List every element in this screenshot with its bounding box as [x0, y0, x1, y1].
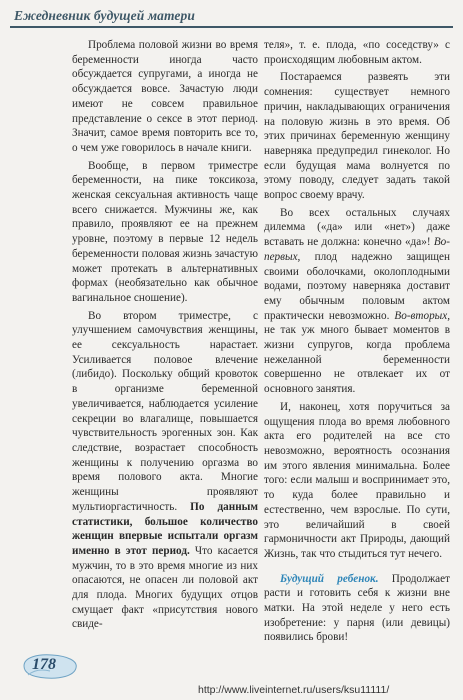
- paragraph: Проблема половой жизни во время беременности иногда часто обсуждается супругами, а иногда не обсуждается вовсе. Зачастую люди имеют не совсем правильное представление о сексе в этот период. Значит, самое время повторить все то, о чем уже говорилось в начале книги.: [72, 39, 258, 154]
- paragraph: [72, 309, 258, 632]
- first-point-label: Во-первых,: [264, 236, 450, 263]
- paragraph: Вообще, в первом триместре беременности, на пике токсикоза, женская сексуальная активность чаще всего снижается. Мужчины же, как правило, проявляют ее на прежнем уровне, поэтому в первые 12 недель беременности половая жизнь зачастую может протекать в альтернативных формах (необязательно как обычное вагинальное сношение).: [72, 159, 258, 304]
- watermark-url: http://www.liveinternet.ru/users/ksu11111/: [198, 684, 390, 696]
- paragraph: Постараемся развеять эти сомнения: существует немного причин, накладывающих ограничения на половую жизнь в это время. Об этих причинах беременную женщину наверняка предупредил гинеколог. Но если будущая мама волнуется по этому поводу, следует задать такой вопрос своему врачу.: [264, 71, 450, 202]
- paragraph-text: плод надежно защищен своими оболочками, околоплодными водами, поэтому наверняка доставит ему обычным половым актом практически невозможно.: [264, 250, 451, 322]
- paragraph-continuation: теля», т. е. плода, «по соседству» с происходящим любовным актом.: [264, 39, 450, 66]
- paragraph: И, наконец, хотя поручиться за ощущения плода во время любовного акта его родителей на все сто невозможно, вероятность осознания им этого явления минимальна. Более того: если малыш и воспринимает это, то куда более правильно и естественно, чем взрослые. По сути, это величайший в своей гармоничности акт Природы, дающий Жизнь, так что стыдиться тут нечего.: [264, 400, 450, 560]
- page-number-badge: [20, 651, 80, 681]
- paragraph-text: Во втором триместре, с улучшением самочувствия женщины, ее сексуальность нарастает. Усиливается половое влечение (либидо). Поскольку общий кровоток в организме беременной увеличивается, наблюдается усиление секреции во влагалище, повышается чувствительность эрогенных зон. Как следствие, возрастает способность женщины к получению оргазма во время полового акта. Многие женщины проявляют мультиоргастичность.: [72, 309, 258, 513]
- paragraph-text: не так уж много бывает моментов в жизни супругов, когда проблема нежеланной беременности совершенно не отвлекает их от основного занятия.: [264, 324, 450, 396]
- header-rule: [10, 26, 453, 28]
- future-baby-heading: Будущий ребенок.: [280, 572, 379, 585]
- running-header: [0, 6, 463, 28]
- page-number: 178: [32, 656, 56, 673]
- paragraph-text: Во всех остальных случаях дилемма («да» или «нет») даже вставать не должна: конечно «да»!: [264, 206, 450, 249]
- left-column: [72, 38, 258, 632]
- paragraph: [264, 206, 450, 397]
- paragraph-text: Продолжает расти и готовить себя к жизни вне матки. На этой неделе у него есть изобретение: у парня (или девицы) появились брови!: [264, 572, 450, 644]
- right-column: [264, 38, 450, 645]
- statistics-highlight: По данным статистики, большое количество женщин впервые испытали оргазм именно в этот период.: [72, 500, 258, 557]
- header-title: Ежедневник будущей матери: [14, 8, 195, 23]
- second-point-label: Во-вторых,: [394, 309, 451, 322]
- paragraph-text: Что касается мужчин, то в это время многие из них опасаются, не опасен ли половой акт для плода. Многих будущих отцов смущает факт «присутствия нового свиде-: [72, 544, 258, 631]
- paragraph: [264, 572, 450, 646]
